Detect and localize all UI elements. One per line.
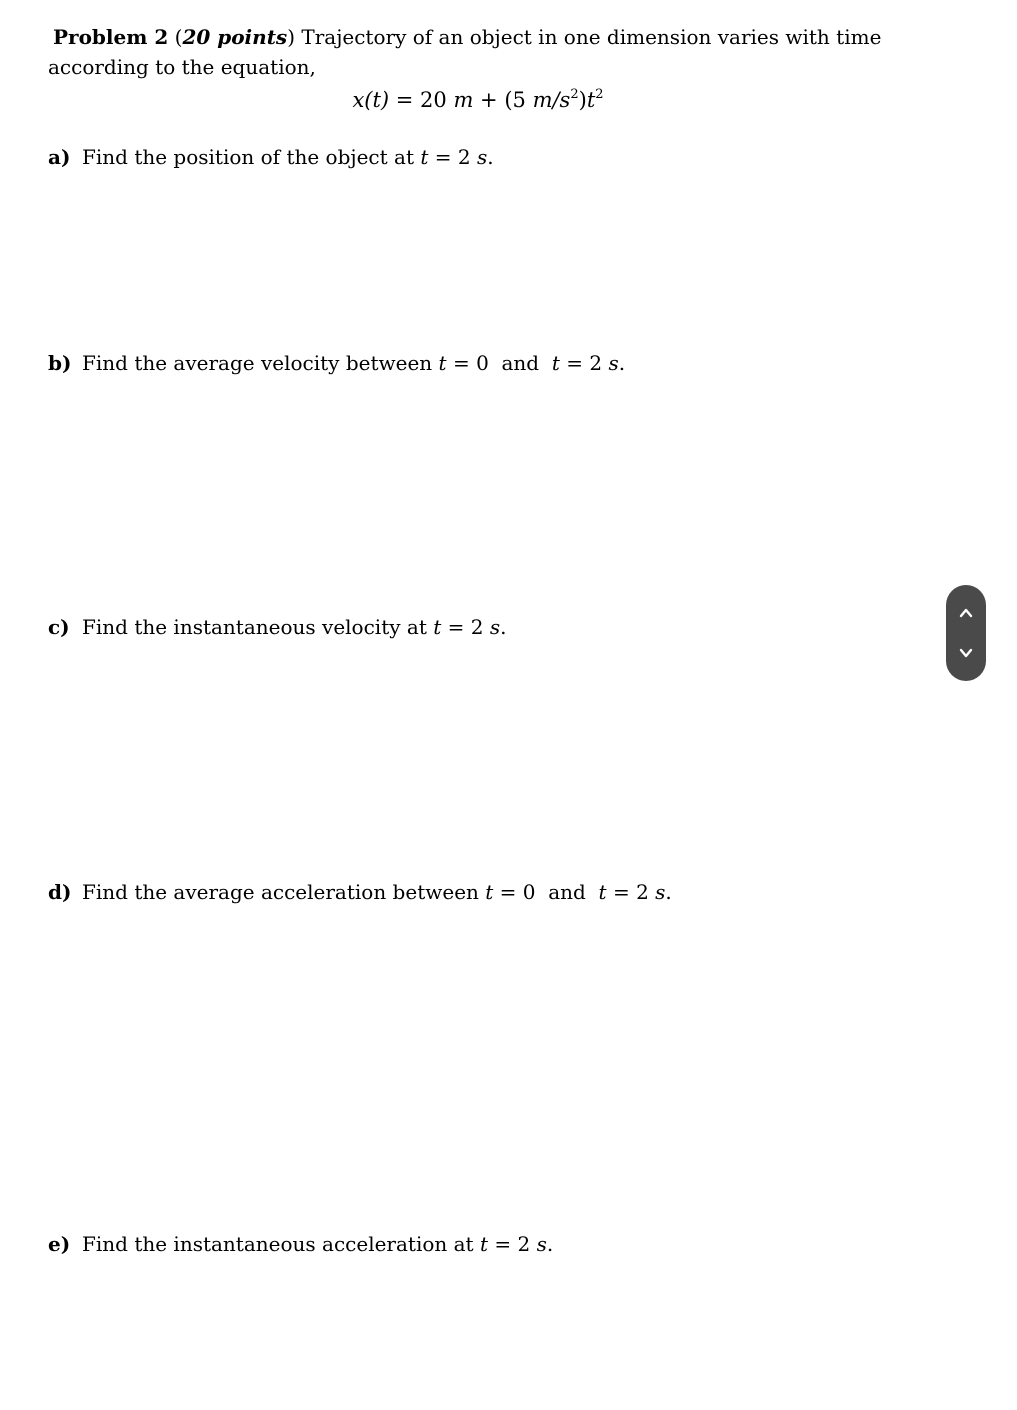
question-b	[48, 348, 625, 378]
question-end: .	[487, 145, 494, 169]
question-mid: = 0 and	[446, 351, 552, 375]
question-mid: = 0 and	[493, 880, 599, 904]
next-page-button[interactable]	[946, 633, 986, 673]
equation-close: )	[578, 88, 587, 112]
question-unit: s	[608, 351, 619, 375]
question-math: t	[485, 880, 494, 904]
question-c	[48, 612, 506, 642]
question-e	[48, 1229, 553, 1259]
equation-plus: + (5	[473, 88, 533, 112]
chevron-up-icon	[958, 605, 974, 621]
equation-t: t	[586, 88, 596, 112]
question-label: e)	[48, 1232, 71, 1256]
question-end: .	[618, 351, 626, 375]
question-math-2: t	[551, 351, 560, 375]
equation-unit-exponent: 2	[570, 87, 579, 102]
page-nav-pill	[946, 585, 986, 681]
question-end: .	[546, 1232, 554, 1256]
points-close: )	[287, 25, 296, 49]
question-math-2: t	[598, 880, 607, 904]
question-tail: = 2	[606, 880, 656, 904]
equation-meter: m	[453, 88, 474, 112]
question-d	[48, 877, 672, 907]
question-label: b)	[48, 351, 72, 375]
question-tail: = 2	[559, 351, 609, 375]
equation-lhs: x(t)	[352, 88, 390, 112]
question-label: a)	[48, 145, 71, 169]
question-text: Find the position of the object at	[82, 145, 421, 169]
points-open: (	[174, 25, 183, 49]
problem-header	[48, 22, 978, 82]
question-math: t	[433, 615, 442, 639]
question-tail: = 2	[441, 615, 490, 639]
points-value: 20 points	[182, 25, 288, 49]
problem-intro: Trajectory of an object in one dimension varies with time according to the equation,	[48, 25, 882, 79]
question-math: t	[479, 1232, 488, 1256]
chevron-down-icon	[958, 645, 974, 661]
question-tail: = 2	[488, 1232, 537, 1256]
previous-page-button[interactable]	[946, 593, 986, 633]
question-tail: = 2	[428, 145, 477, 169]
question-unit: s	[476, 145, 488, 169]
trajectory-equation	[0, 80, 956, 115]
question-math: t	[438, 351, 447, 375]
question-unit: s	[489, 615, 501, 639]
question-text: Find the instantaneous acceleration at	[82, 1232, 480, 1256]
equation-unit: m/s	[532, 88, 571, 112]
question-text: Find the average acceleration between	[82, 880, 486, 904]
question-label: c)	[48, 615, 70, 639]
question-a	[48, 142, 494, 172]
question-text: Find the average velocity between	[82, 351, 439, 375]
equation-t-exponent: 2	[595, 87, 604, 102]
question-math: t	[420, 145, 429, 169]
question-end: .	[665, 880, 672, 904]
question-unit: s	[536, 1232, 547, 1256]
question-end: .	[500, 615, 507, 639]
equation-equals: = 20	[389, 88, 454, 112]
problem-label: Problem 2	[53, 25, 169, 49]
question-unit: s	[655, 880, 666, 904]
question-label: d)	[48, 880, 72, 904]
question-text: Find the instantaneous velocity at	[82, 615, 434, 639]
